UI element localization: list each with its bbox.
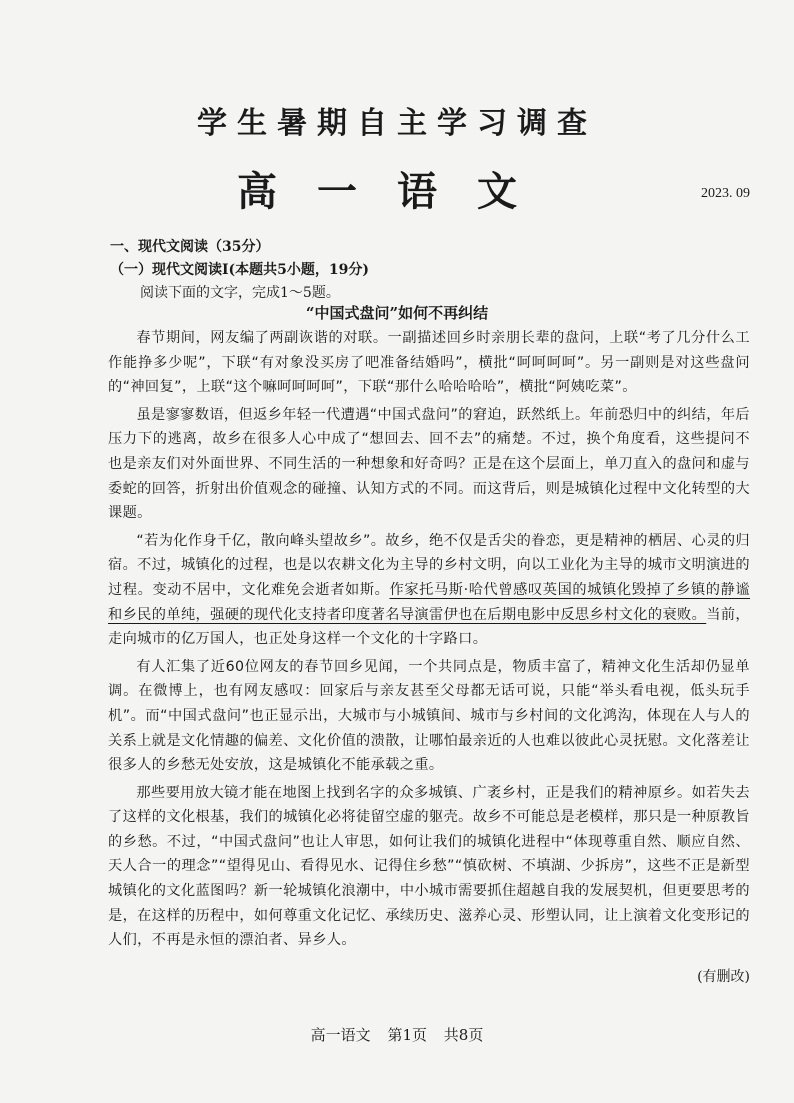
survey-title: 学生暑期自主学习调查 — [197, 106, 597, 141]
paragraph-text: 当前，走向城市的亿万国人，也正处身这样一个文化的十字路口。 — [108, 606, 751, 648]
paragraph: 有人汇集了近60位网友的春节回乡见闻，一个共同点是，物质丰富了，精神文化生活却仍显单调。在微博上，也有网友感叹：回家后与亲友甚至父母都无话可说，只能“举头看电视，低头玩手机”。而“中国式盘问”也正显示出，大城市与小城镇间、城市与乡村间的文化鸿沟，体现在人与人的关系上就是文化情趣的偏差、文化价值的溃散，让哪怕最亲近的人也难以彼此心灵抚慰。文化落差让很多人的乡愁无处安放，这是城镇化不能承载之重。 — [108, 658, 750, 774]
subject-title: 高一语文 — [237, 168, 557, 215]
article-body — [108, 326, 750, 956]
sub-section-heading: （一）现代文阅读Ⅰ(本题共5小题，19分) — [110, 262, 370, 278]
paragraph — [108, 529, 750, 652]
footer-page: 第1页 — [387, 1026, 427, 1044]
paragraph-text: “若为化作身千亿，散向峰头望故乡”。故乡，绝不仅是舌尖的眷恋，更是精神的栖居、心灵的归宿。不过，城镇化的过程，也是以农耕文化为主导的乡村文明，向以工业化为主导的城市文明演进的过程。变动不居中，文化难免会逝者如斯。 — [108, 532, 750, 598]
source-note: (有删改) — [697, 969, 750, 985]
article-title: “中国式盘问”如何不再纠结 — [305, 304, 489, 322]
underlined-text: 作家托马斯·哈代曾感叹英国的城镇化毁掉了乡镇的静谧和乡民的单纯，强硬的现代化支持者印度著名导演雷伊也在后期电影中反思乡村文化的衰败。 — [108, 581, 750, 623]
page-footer — [0, 1024, 794, 1045]
paragraph: 春节期间，网友编了两副诙谐的对联。一副描述回乡时亲朋长辈的盘问，上联“考了几分什么工作能挣多少呢”，下联“有对象没买房了吧准备结婚吗”，横批“呵呵呵呵”。另一副则是对这些盘问的“神回复”，上联“这个嘛呵呵呵呵”，下联“那什么哈哈哈哈”，横批“阿姨吃菜”。 — [108, 330, 750, 396]
section-heading: 一、现代文阅读（35分） — [110, 239, 270, 255]
footer-total: 共8页 — [443, 1026, 484, 1044]
exam-date: 2023. 09 — [701, 186, 750, 201]
footer-subject: 高一语文 — [310, 1026, 371, 1044]
paragraph: 那些要用放大镜才能在地图上找到名字的众多城镇、广袤乡村，正是我们的精神原乡。如若失去了这样的文化根基，我们的城镇化必将徒留空虚的躯壳。故乡不可能总是老模样，那只是一种原教旨的乡愁。不过，“中国式盘问”也让人审思，如何让我们的城镇化进程中“体现尊重自然、顺应自然、天人合一的理念”“望得见山、看得见水、记得住乡愁”“慎砍树、不填湖、少拆房”，这些不正是新型城镇化的文化蓝图吗？新一轮城镇化浪潮中，中小城市需要抓住超越自我的发展契机，但更要思考的是，在这样的历程中，如何尊重文化记忆、承续历史、滋养心灵、形塑认同，让上演着文化变形记的人们，不再是永恒的漂泊者、异乡人。 — [108, 784, 750, 949]
paragraph: 虽是寥寥数语，但返乡年轻一代遭遇“中国式盘问”的窘迫，跃然纸上。年前恐归中的纠结，年后压力下的逃离，故乡在很多人心中成了“想回去、回不去”的痛楚。不过，换个角度看，这些提问不也是亲友们对外面世界、不同生活的一种想象和好奇吗？正是在这个层面上，单刀直入的盘问和虚与委蛇的回答，折射出价值观念的碰撞、认知方式的不同。而这背后，则是城镇化过程中文化转型的大课题。 — [108, 406, 750, 522]
reading-instruction: 阅读下面的文字，完成1～5题。 — [140, 285, 340, 301]
